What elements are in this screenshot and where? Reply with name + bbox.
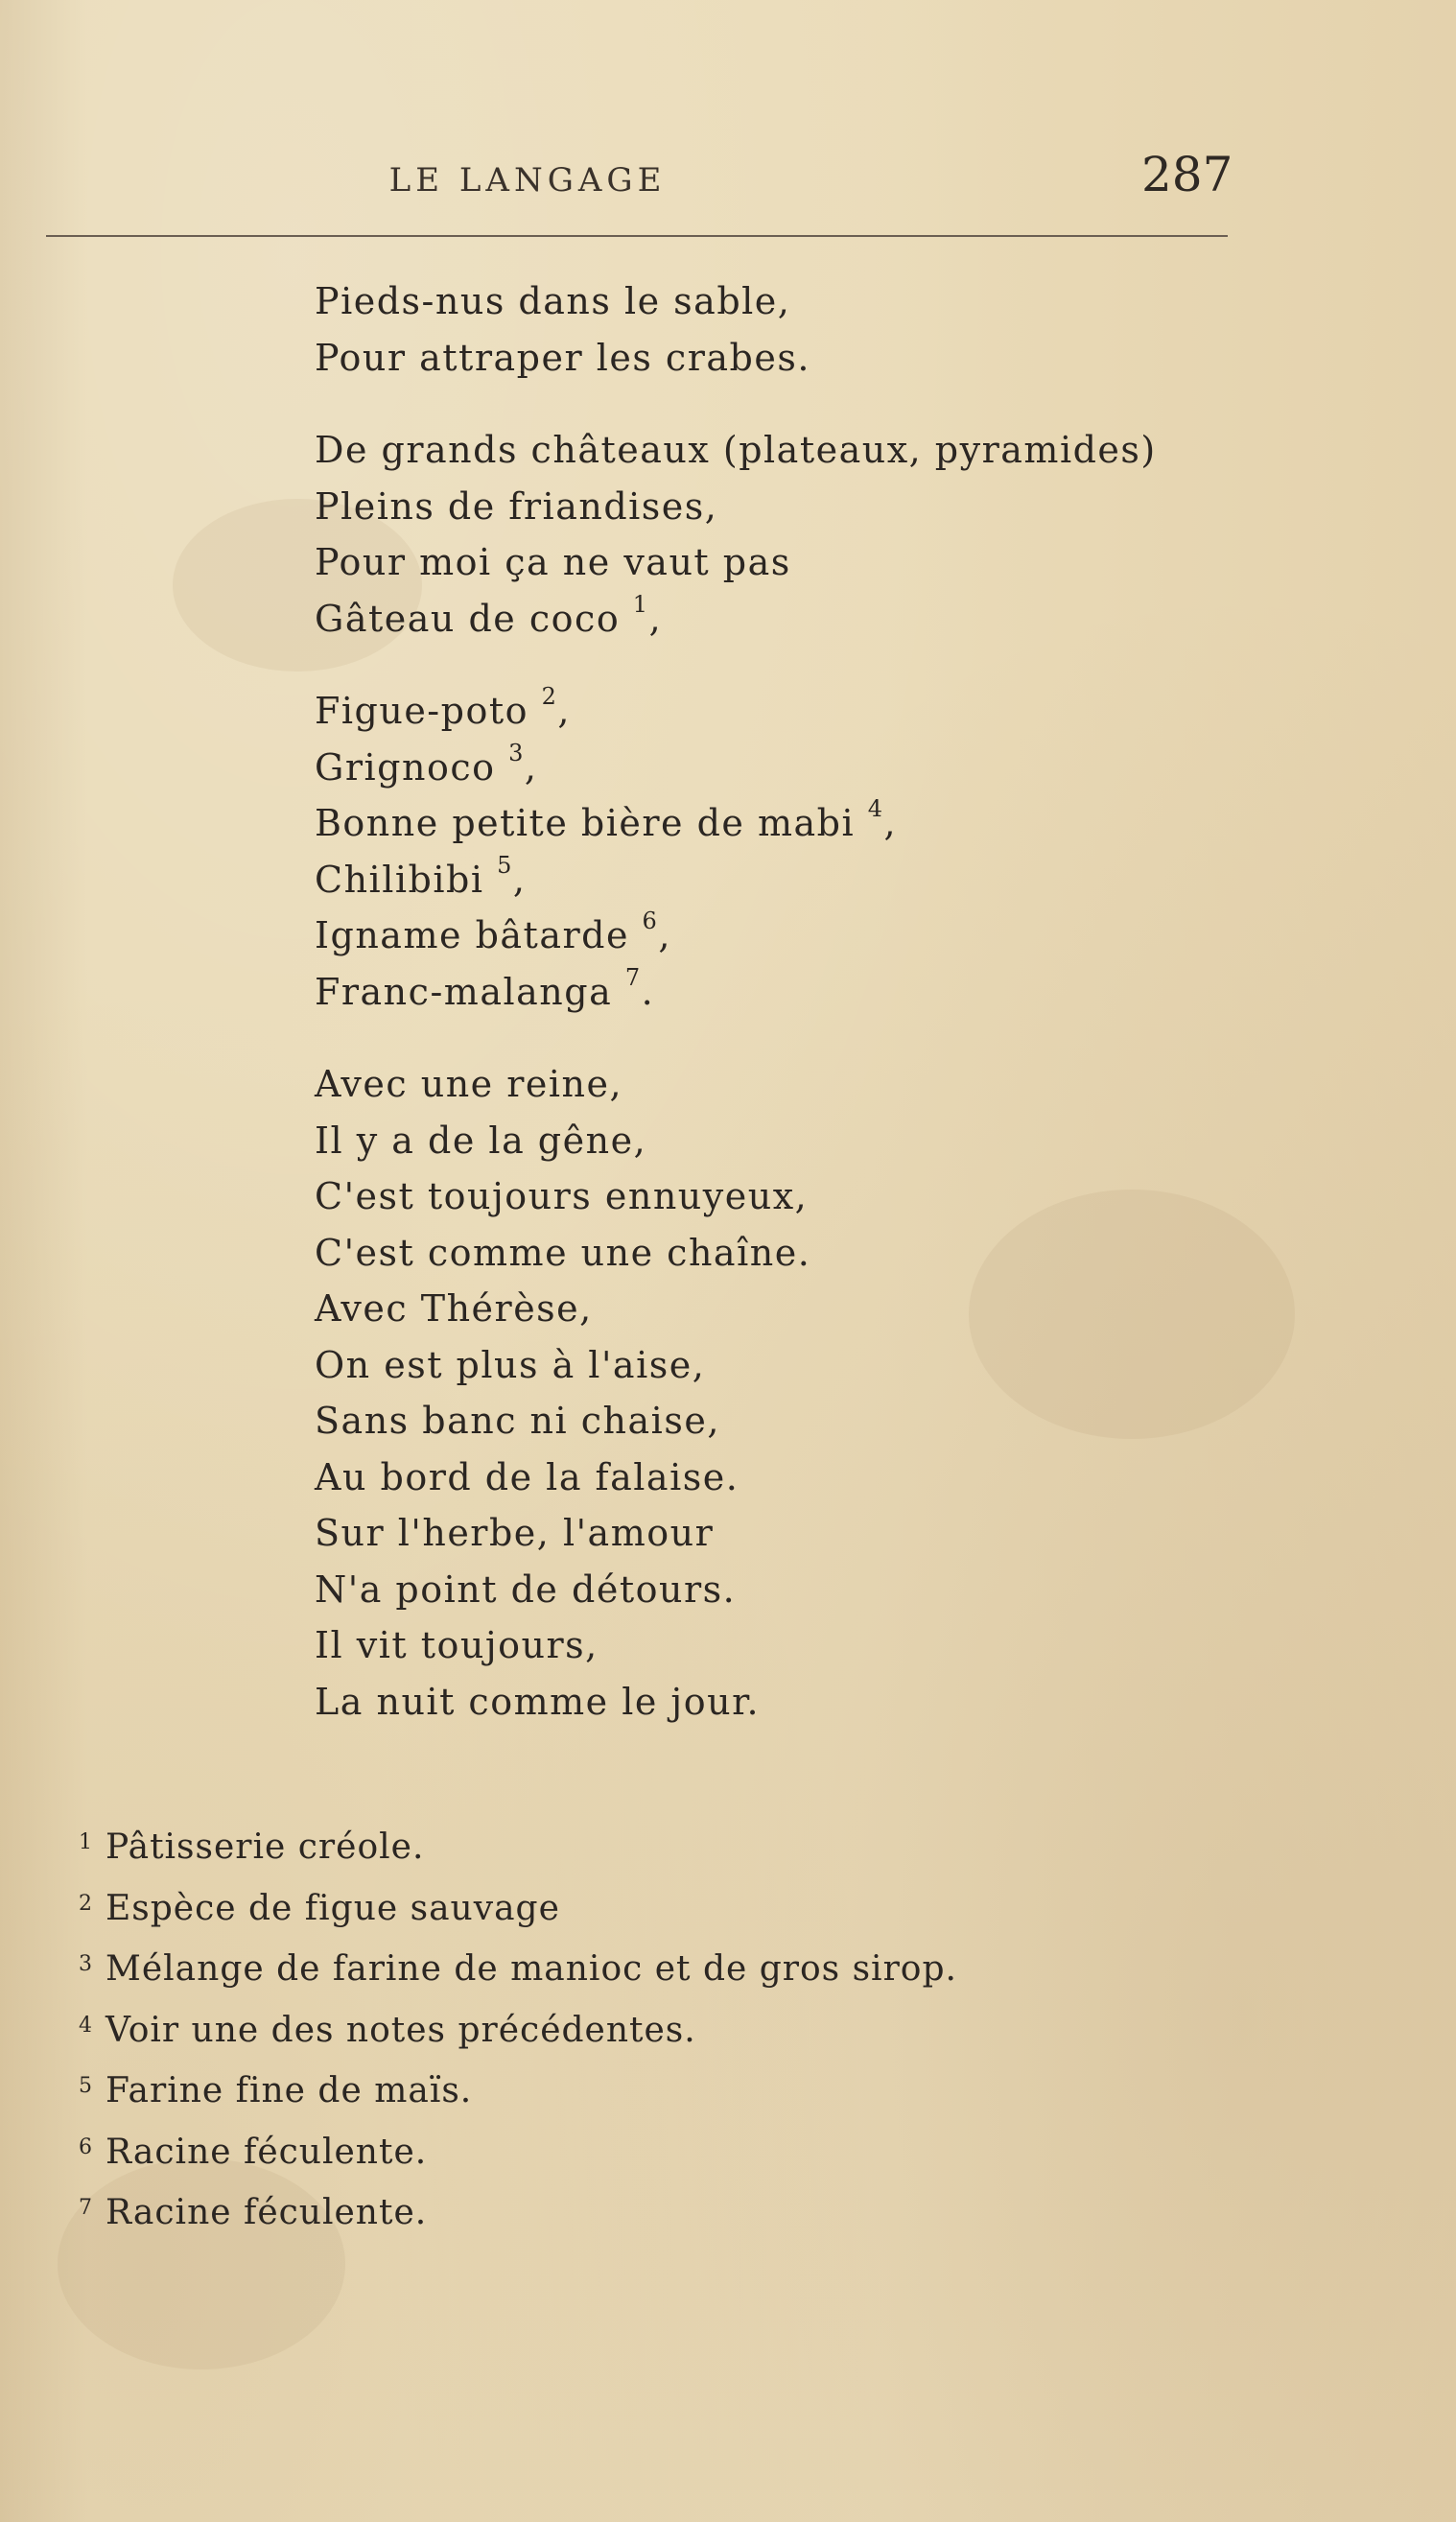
poem-line: Bonne petite bière de mabi $^4$,	[315, 795, 898, 844]
poem-line: C'est toujours ennuyeux,	[315, 1175, 809, 1217]
page-number: 287	[1141, 147, 1233, 202]
footnote-ref: 4	[867, 795, 884, 823]
footnote-ref: 5	[497, 851, 513, 879]
footnote-number: 6	[79, 2134, 93, 2159]
footnote	[79, 2185, 957, 2247]
footnote	[79, 1942, 957, 2003]
poem-line: Pleins de friandises,	[315, 484, 718, 528]
footnote-number: 4	[79, 2013, 93, 2038]
footnote-text: Racine féculente.	[106, 2132, 428, 2172]
poem-line: N'a point de détours.	[315, 1567, 737, 1611]
poem-line: De grands châteaux (plateaux, pyramides)	[315, 429, 1157, 471]
poem-line: Pieds-nus dans le sable,	[315, 280, 791, 322]
footnote	[79, 2063, 957, 2125]
footnote-ref: 3	[508, 739, 525, 766]
stanza	[315, 273, 1157, 386]
footnote-ref: 6	[642, 907, 659, 935]
footnote-number: 5	[79, 2074, 93, 2098]
poem-line: Chilibibi $^5$,	[315, 851, 527, 901]
footnote-ref: 7	[624, 963, 642, 991]
footnote	[79, 1881, 957, 1943]
poem-line: Franc-malanga $^7$.	[315, 963, 655, 1013]
footnote-text: Mélange de farine de manioc et de gros sirop.	[106, 1949, 957, 1989]
header-rule	[46, 235, 1228, 237]
poem-line: Figue-poto $^2$,	[315, 683, 571, 732]
poem-line: La nuit comme le jour.	[315, 1680, 761, 1723]
footnote-number: 2	[79, 1891, 93, 1916]
poem-line: Grignoco $^3$,	[315, 739, 538, 789]
footnote-text: Racine féculente.	[106, 2193, 428, 2232]
poem-line: Avec Thérèse,	[315, 1287, 593, 1330]
stanza	[315, 683, 1157, 1020]
footnote-ref: 1	[632, 590, 649, 618]
poem-line: Il vit toujours,	[315, 1624, 599, 1666]
footnote-number: 1	[79, 1830, 93, 1854]
footnote	[79, 1820, 957, 1881]
stanza	[315, 422, 1157, 647]
footnote-number: 7	[79, 2196, 93, 2220]
poem-line: Sans banc ni chaise,	[315, 1400, 720, 1442]
poem-line: Igname bâtarde $^6$,	[315, 907, 671, 956]
footnote-number: 3	[79, 1952, 93, 1976]
footnotes	[79, 1820, 957, 2247]
footnote-text: Pâtisserie créole.	[106, 1827, 425, 1867]
footnote	[79, 2125, 957, 2186]
stanza	[315, 1056, 1157, 1730]
poem-line: Pour attraper les crabes.	[315, 336, 810, 379]
poem-line: Sur l'herbe, l'amour	[315, 1512, 715, 1554]
footnote-text: Farine fine de maïs.	[106, 2071, 473, 2110]
footnote-text: Espèce de figue sauvage	[106, 1888, 560, 1928]
poem-line: Pour moi ça ne vaut pas	[315, 541, 791, 583]
footnote-ref: 2	[541, 683, 558, 711]
poem	[315, 273, 1157, 1766]
footnote	[79, 2003, 957, 2064]
poem-line: Il y a de la gêne,	[315, 1119, 647, 1162]
poem-line: Gâteau de coco $^1$,	[315, 590, 663, 640]
running-title: LE LANGAGE	[388, 161, 667, 200]
poem-line: C'est comme une chaîne.	[315, 1231, 811, 1274]
footnote-text: Voir une des notes précédentes.	[106, 2010, 696, 2050]
poem-line: Avec une reine,	[315, 1063, 623, 1105]
poem-line: On est plus à l'aise,	[315, 1343, 706, 1386]
poem-line: Au bord de la falaise.	[315, 1455, 740, 1498]
